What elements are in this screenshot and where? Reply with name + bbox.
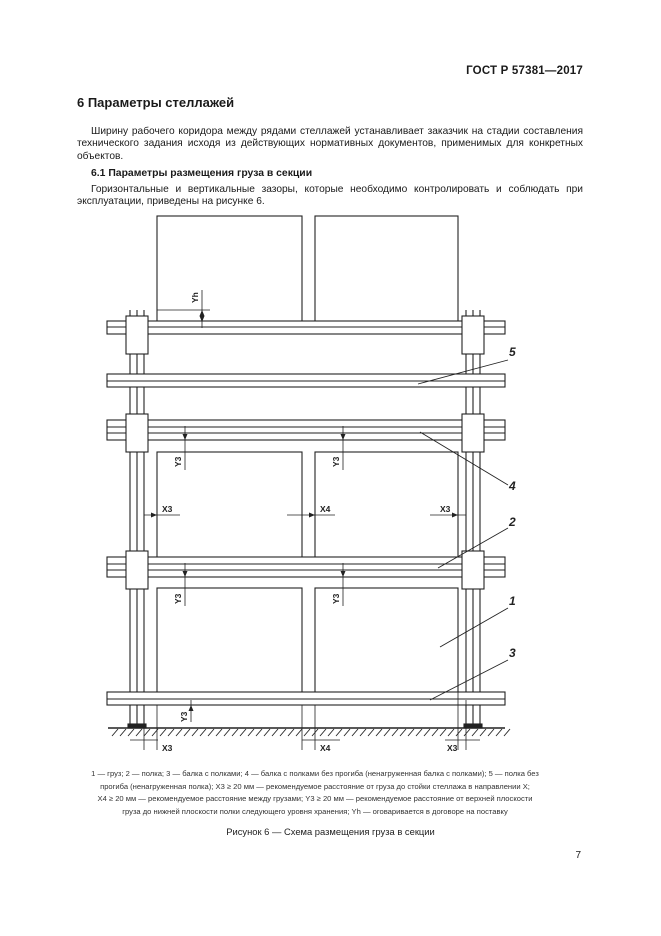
hatch-stroke bbox=[408, 729, 414, 736]
hatch-stroke bbox=[392, 729, 398, 736]
hatch-stroke bbox=[280, 729, 286, 736]
label-y3-lower-right: Y3 bbox=[331, 593, 341, 604]
label-y3-upper-left: Y3 bbox=[173, 456, 183, 467]
section-title: 6 Параметры стеллажей bbox=[77, 95, 235, 110]
beam-level-1 bbox=[107, 321, 505, 334]
load-top-right bbox=[315, 216, 458, 322]
hatch-stroke bbox=[272, 729, 278, 736]
hatch-stroke bbox=[168, 729, 174, 736]
document-code: ГОСТ Р 57381—2017 bbox=[466, 65, 583, 77]
legend-line-3: X4 ≥ 20 мм — рекомендуемое расстояние между грузами; Y3 ≥ 20 мм — рекомендуемое расстояние от верхней плоскости bbox=[97, 794, 533, 804]
hatch-stroke bbox=[488, 729, 494, 736]
hatch-stroke bbox=[184, 729, 190, 736]
beam-level-3 bbox=[107, 420, 505, 440]
hatch-stroke bbox=[216, 729, 222, 736]
callout-3: 3 bbox=[509, 646, 516, 660]
subsection-paragraph-text: Горизонтальные и вертикальные зазоры, которые необходимо контролировать и соблюдать при эксплуатации, приведены на рисунке 6. bbox=[77, 184, 583, 208]
legend-line-2: прогиба (ненагруженная полка); X3 ≥ 20 мм — рекомендуемое расстояние от груза до стойки стеллажа в направлении X; bbox=[100, 781, 530, 791]
hatch-stroke bbox=[424, 729, 430, 736]
hatch-stroke bbox=[336, 729, 342, 736]
dimension-lines bbox=[130, 290, 480, 750]
hatch-stroke bbox=[376, 729, 382, 736]
figure-caption: Рисунок 6 — Схема размещения груза в секции bbox=[226, 826, 435, 837]
ground-hatching bbox=[112, 729, 510, 736]
hatch-stroke bbox=[136, 729, 142, 736]
hatch-stroke bbox=[320, 729, 326, 736]
beam-level-2 bbox=[107, 374, 505, 387]
dimension-arrows bbox=[151, 310, 458, 711]
hatch-stroke bbox=[112, 729, 118, 736]
label-x3-right: X3 bbox=[440, 504, 451, 514]
hatch-stroke bbox=[472, 729, 478, 736]
hatch-stroke bbox=[504, 729, 510, 736]
label-y3-upper-right: Y3 bbox=[331, 456, 341, 467]
hatch-stroke bbox=[464, 729, 470, 736]
callout-leaders bbox=[418, 360, 508, 700]
page-number: 7 bbox=[575, 850, 581, 861]
hatch-stroke bbox=[368, 729, 374, 736]
hatch-stroke bbox=[232, 729, 238, 736]
hatch-stroke bbox=[432, 729, 438, 736]
section-paragraph-text: Ширину рабочего коридора между рядами стеллажей устанавливает заказчик на стадии составления технического задания исходя из действующих нормативных документов, применимых для конкретных объектов. bbox=[77, 126, 583, 162]
label-x3-left: X3 bbox=[162, 504, 173, 514]
subsection-title: 6.1 Параметры размещения груза в секции bbox=[91, 168, 313, 179]
hatch-stroke bbox=[304, 729, 310, 736]
hatch-stroke bbox=[352, 729, 358, 736]
hatch-stroke bbox=[288, 729, 294, 736]
label-y3-bottom: Y3 bbox=[179, 711, 189, 722]
hatch-stroke bbox=[480, 729, 486, 736]
hatch-stroke bbox=[248, 729, 254, 736]
hatch-stroke bbox=[264, 729, 270, 736]
label-x4-middle: X4 bbox=[320, 504, 331, 514]
hatch-stroke bbox=[208, 729, 214, 736]
callout-1: 1 bbox=[509, 594, 516, 608]
rack-uprights bbox=[130, 310, 480, 728]
label-yh: Yh bbox=[190, 292, 200, 303]
hatch-stroke bbox=[200, 729, 206, 736]
hatch-stroke bbox=[176, 729, 182, 736]
hatch-stroke bbox=[448, 729, 454, 736]
label-x3-bottom-right: X3 bbox=[447, 743, 458, 753]
figure-legend bbox=[50, 768, 580, 818]
hatch-stroke bbox=[296, 729, 302, 736]
callout-5: 5 bbox=[509, 345, 516, 359]
hatch-stroke bbox=[384, 729, 390, 736]
load-top-left bbox=[157, 216, 302, 322]
beam-level-4 bbox=[107, 557, 505, 577]
label-x4-bottom: X4 bbox=[320, 743, 331, 753]
hatch-stroke bbox=[160, 729, 166, 736]
hatch-stroke bbox=[144, 729, 150, 736]
hatch-stroke bbox=[440, 729, 446, 736]
hatch-stroke bbox=[224, 729, 230, 736]
label-x3-bottom-left: X3 bbox=[162, 743, 173, 753]
hatch-stroke bbox=[240, 729, 246, 736]
hatch-stroke bbox=[256, 729, 262, 736]
hatch-stroke bbox=[496, 729, 502, 736]
hatch-stroke bbox=[344, 729, 350, 736]
hatch-stroke bbox=[416, 729, 422, 736]
hatch-stroke bbox=[128, 729, 134, 736]
hatch-stroke bbox=[400, 729, 406, 736]
hatch-stroke bbox=[192, 729, 198, 736]
hatch-stroke bbox=[456, 729, 462, 736]
hatch-stroke bbox=[360, 729, 366, 736]
hatch-stroke bbox=[120, 729, 126, 736]
callout-4: 4 bbox=[509, 479, 516, 493]
legend-line-4: груза до нижней плоскости полки следующего уровня хранения; Yh — оговаривается в договоре на поставку bbox=[122, 806, 508, 816]
beam-level-5 bbox=[107, 692, 505, 705]
callout-2: 2 bbox=[509, 515, 516, 529]
ground-line bbox=[108, 724, 505, 728]
label-y3-lower-left: Y3 bbox=[173, 593, 183, 604]
hatch-stroke bbox=[328, 729, 334, 736]
legend-line-1: 1 — груз; 2 — полка; 3 — балка с полками; 4 — балка с полками без прогиба (ненагруженная балка с полками); 5 — полка без bbox=[91, 769, 539, 778]
